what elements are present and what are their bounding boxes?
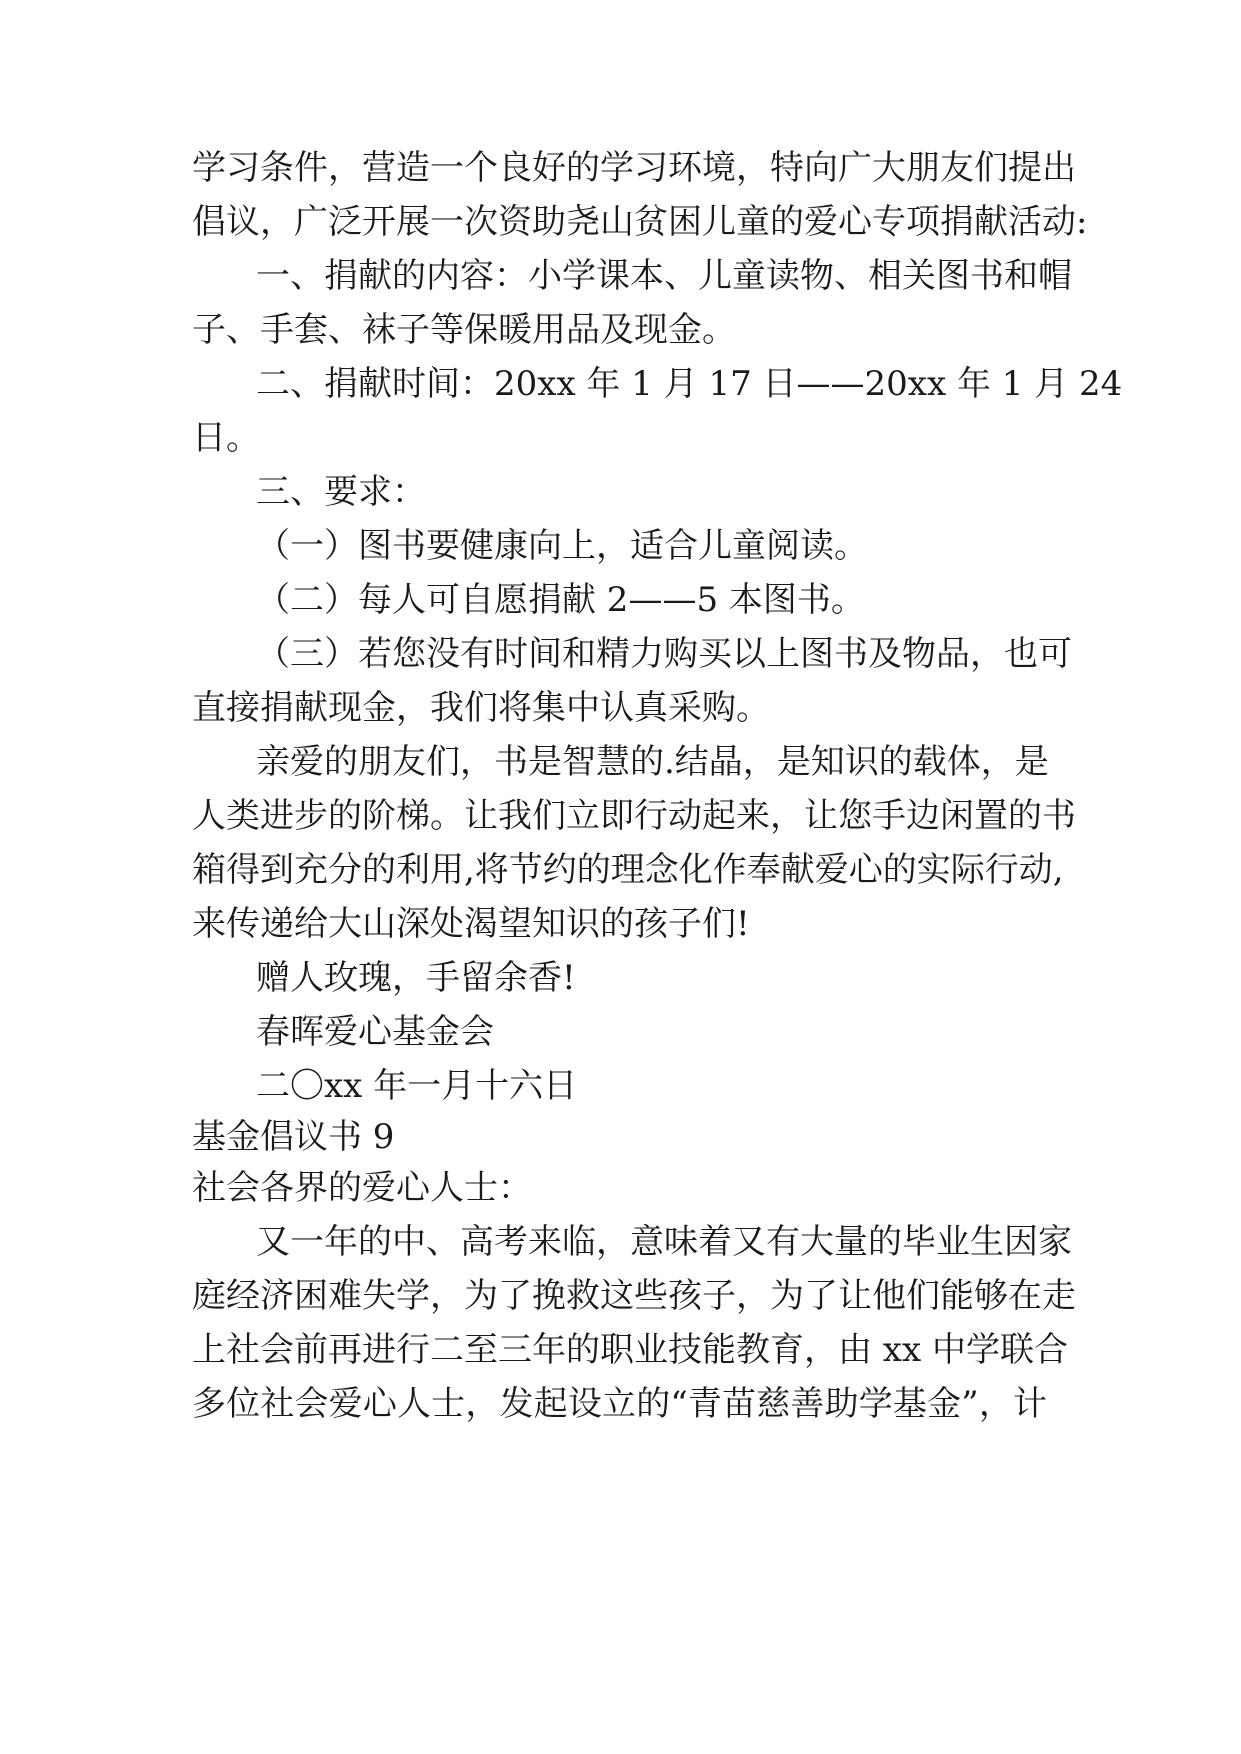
paragraph-line: 学习条件，营造一个良好的学习环境，特向广大朋友们提出 bbox=[192, 148, 1076, 188]
salutation: 社会各界的爱心人士： bbox=[192, 1168, 532, 1208]
list-item: （一）图书要健康向上，适合儿童阅读。 bbox=[256, 526, 868, 566]
paragraph-line: 亲爱的朋友们，书是智慧的.结晶，是知识的载体，是 bbox=[256, 742, 1049, 782]
closing-line: 赠人玫瑰，手留余香! bbox=[256, 958, 576, 998]
paragraph-line: 箱得到充分的利用,将节约的理念化作奉献爱心的实际行动, bbox=[192, 850, 1064, 890]
paragraph-line: 子、手套、袜子等保暖用品及现金。 bbox=[192, 310, 736, 350]
paragraph-line: 多位社会爱心人士，发起设立的“青苗慈善助学基金”，计 bbox=[192, 1384, 1047, 1424]
signature-date: 二〇xx 年一月十六日 bbox=[256, 1066, 578, 1106]
paragraph-line: 上社会前再进行二至三年的职业技能教育，由 xx 中学联合 bbox=[192, 1330, 1068, 1370]
list-item: （二）每人可自愿捐献 2——5 本图书。 bbox=[256, 580, 865, 620]
paragraph-line: 庭经济困难失学，为了挽救这些孩子，为了让他们能够在走 bbox=[192, 1276, 1076, 1316]
paragraph-line: 二、捐献时间：20xx 年 1 月 17 日——20xx 年 1 月 24 bbox=[256, 364, 1123, 404]
paragraph-line: 来传递给大山深处渴望知识的孩子们! bbox=[192, 904, 750, 944]
document-title: 基金倡议书 9 bbox=[192, 1117, 395, 1157]
paragraph-line: 一、捐献的内容：小学课本、儿童读物、相关图书和帽 bbox=[256, 256, 1072, 296]
paragraph-line: 倡议，广泛开展一次资助尧山贫困儿童的爱心专项捐献活动: bbox=[192, 202, 1088, 242]
list-item: （三）若您没有时间和精力购买以上图书及物品，也可 bbox=[256, 634, 1072, 674]
paragraph-line: 又一年的中、高考来临，意味着又有大量的毕业生因家 bbox=[256, 1222, 1072, 1262]
signature-org: 春晖爱心基金会 bbox=[256, 1012, 494, 1052]
paragraph-line: 直接捐献现金，我们将集中认真采购。 bbox=[192, 688, 770, 728]
paragraph-line: 人类进步的阶梯。让我们立即行动起来，让您手边闲置的书 bbox=[192, 796, 1076, 836]
paragraph-line: 日。 bbox=[192, 418, 260, 458]
section-heading: 三、要求： bbox=[256, 472, 426, 512]
